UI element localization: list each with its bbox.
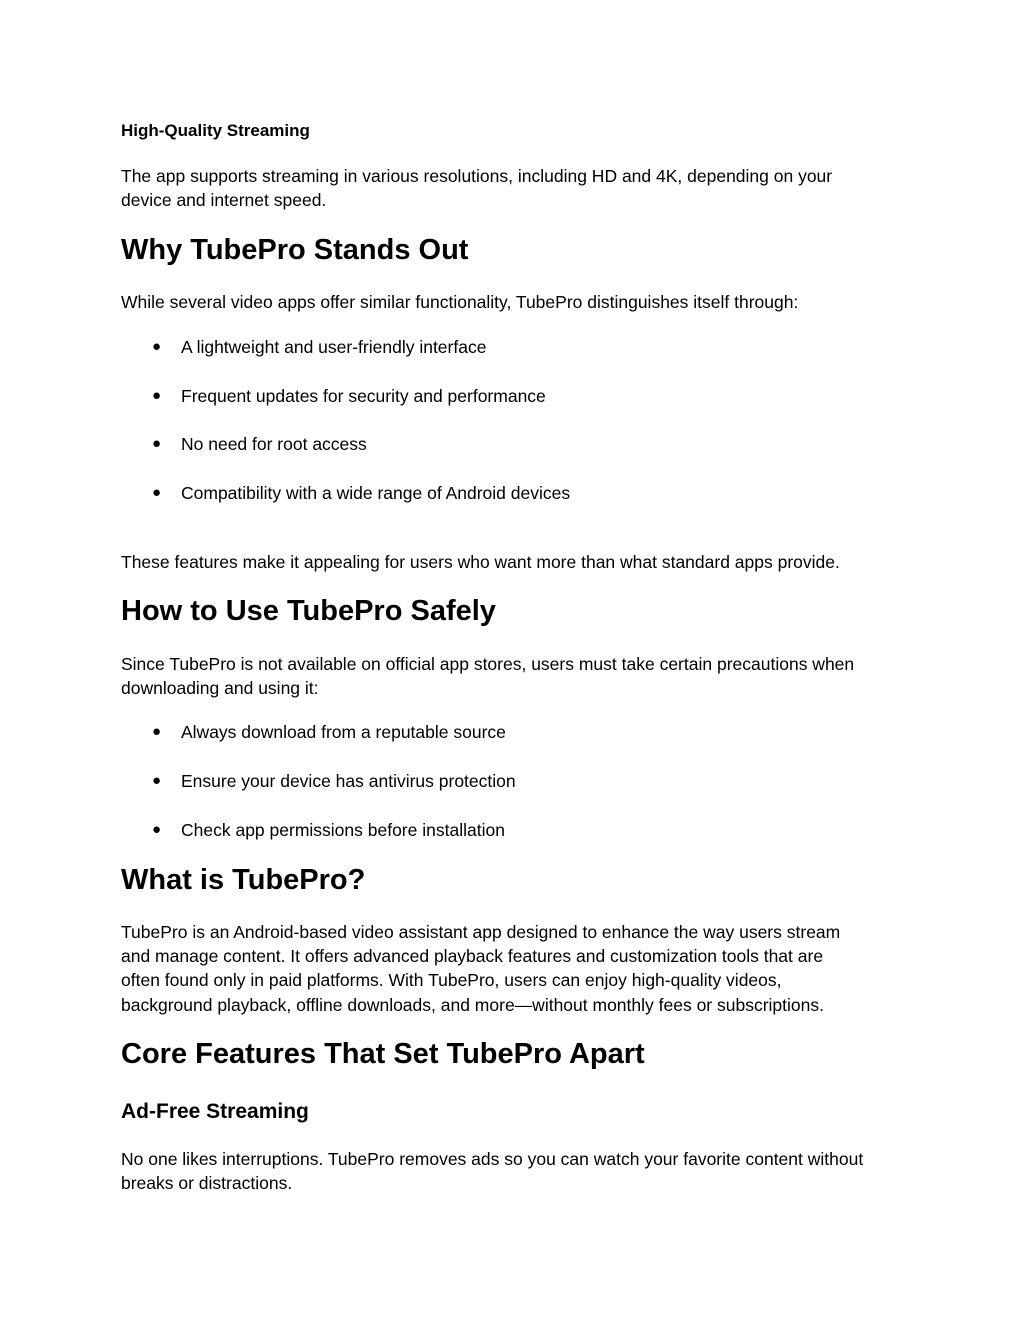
bullet-icon: ●: [152, 772, 162, 789]
heading-ad-free-streaming: Ad-Free Streaming: [121, 1100, 309, 1123]
heading-what-is-tubepro: What is TubePro?: [121, 864, 366, 896]
paragraph-line: breaks or distractions.: [121, 1173, 293, 1193]
heading-high-quality-streaming: High-Quality Streaming: [121, 121, 310, 140]
bullet-icon: ●: [152, 435, 162, 452]
bullet-icon: ●: [152, 387, 162, 404]
heading-why-tubepro-stands-out: Why TubePro Stands Out: [121, 234, 469, 266]
heading-how-to-use-tubepro-safely: How to Use TubePro Safely: [121, 595, 496, 627]
heading-core-features: Core Features That Set TubePro Apart: [121, 1038, 645, 1070]
list-item: A lightweight and user-friendly interface: [181, 337, 487, 357]
paragraph-line: While several video apps offer similar functionality, TubePro distinguishes itself through:: [121, 292, 799, 312]
paragraph-line: background playback, offline downloads, and more—without monthly fees or subscriptions.: [121, 995, 824, 1015]
paragraph-line: downloading and using it:: [121, 678, 319, 698]
paragraph-line: No one likes interruptions. TubePro removes ads so you can watch your favorite content without: [121, 1149, 864, 1169]
bullet-icon: ●: [152, 723, 162, 740]
paragraph-line: device and internet speed.: [121, 190, 327, 210]
list-item: Always download from a reputable source: [181, 722, 506, 742]
paragraph-line: often found only in paid platforms. With TubePro, users can enjoy high-quality videos,: [121, 970, 782, 990]
list-item: No need for root access: [181, 434, 367, 454]
paragraph-line: These features make it appealing for users who want more than what standard apps provide.: [121, 552, 840, 572]
paragraph-line: and manage content. It offers advanced playback features and customization tools that are: [121, 946, 824, 966]
paragraph-line: TubePro is an Android-based video assistant app designed to enhance the way users stream: [121, 922, 841, 942]
bullet-icon: ●: [152, 338, 162, 355]
bullet-icon: ●: [152, 821, 162, 838]
list-item: Ensure your device has antivirus protection: [181, 771, 516, 791]
paragraph-line: The app supports streaming in various resolutions, including HD and 4K, depending on your: [121, 166, 833, 186]
list-item: Frequent updates for security and performance: [181, 386, 546, 406]
list-item: Compatibility with a wide range of Android devices: [181, 483, 571, 503]
list-item: Check app permissions before installation: [181, 820, 505, 840]
paragraph-line: Since TubePro is not available on official app stores, users must take certain precautions when: [121, 654, 855, 674]
bullet-icon: ●: [152, 484, 162, 501]
